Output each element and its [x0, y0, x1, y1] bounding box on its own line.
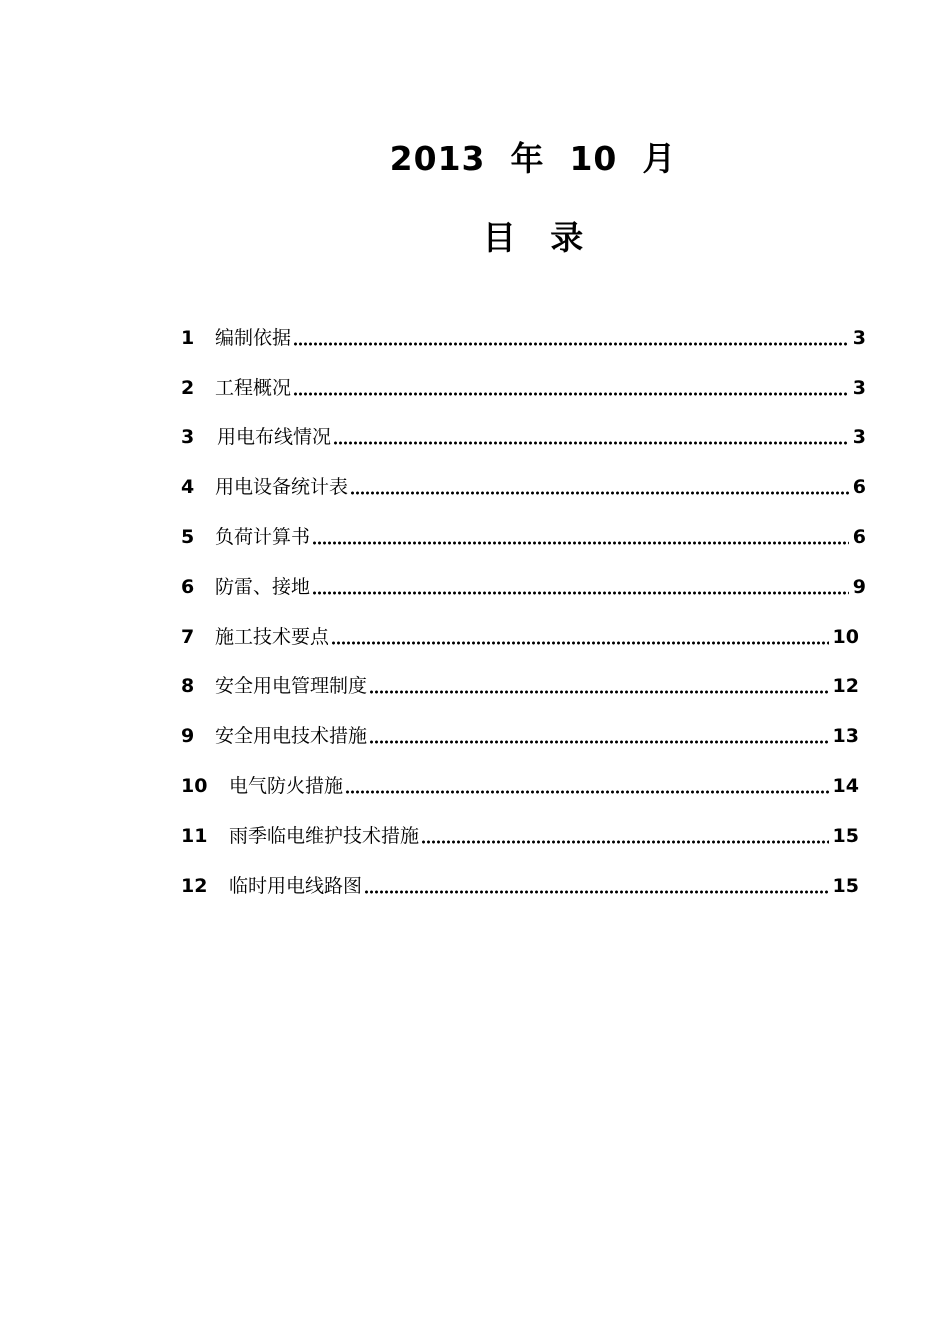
toc-entry-page: 3	[852, 326, 866, 349]
toc-entry-title: 工程概况	[215, 376, 292, 399]
toc-entry-number: 12	[181, 874, 208, 897]
toc-dot-leader	[331, 627, 829, 647]
toc-entry-page: 14	[832, 775, 859, 798]
toc-dot-leader	[369, 726, 829, 746]
toc-entry-number: 9	[181, 725, 195, 748]
toc-entry-title: 编制依据	[215, 326, 292, 349]
toc-entry-page: 9	[852, 575, 866, 598]
toc-entry-page: 3	[852, 426, 866, 449]
toc-entry[interactable]	[181, 413, 866, 463]
toc-entry-page: 10	[832, 625, 859, 648]
toc-dot-leader	[369, 676, 829, 696]
toc-entry[interactable]	[181, 811, 859, 861]
toc-entry-number: 1	[181, 326, 195, 349]
toc-entry[interactable]	[181, 662, 859, 712]
toc-dot-leader	[364, 876, 829, 896]
toc-entry-number: 8	[181, 675, 195, 698]
toc-entry-title: 临时用电线路图	[229, 874, 363, 897]
toc-dot-leader	[312, 577, 849, 597]
toc-entry-number: 2	[181, 376, 195, 399]
toc-dot-leader	[333, 427, 849, 447]
toc-entry-title: 负荷计算书	[215, 526, 311, 549]
toc-entry-number: 4	[181, 476, 195, 499]
toc-entry-page: 15	[832, 824, 859, 847]
toc-entry[interactable]	[181, 861, 859, 911]
toc-entry-page: 6	[852, 526, 866, 549]
toc-entry-page: 13	[832, 725, 859, 748]
toc-dot-leader	[293, 378, 849, 398]
toc-entry-title: 用电布线情况	[217, 426, 332, 449]
toc-entry[interactable]	[181, 512, 866, 562]
toc-entry-title: 安全用电技术措施	[215, 725, 368, 748]
toc-entry[interactable]	[181, 761, 859, 811]
toc-dot-leader	[293, 328, 849, 348]
toc-entry-number: 3	[181, 426, 195, 449]
toc-entry-page: 12	[832, 675, 859, 698]
toc-dot-leader	[421, 826, 829, 846]
toc-entry-title: 施工技术要点	[215, 625, 330, 648]
toc-entry[interactable]	[181, 363, 866, 413]
toc-dot-leader	[350, 477, 849, 497]
toc-entry-title: 电气防火措施	[229, 775, 344, 798]
toc-entry-title: 安全用电管理制度	[215, 675, 368, 698]
toc-entry-page: 3	[852, 376, 866, 399]
toc-heading: 目 录	[482, 218, 584, 257]
toc-entry[interactable]	[181, 313, 866, 363]
toc-entry[interactable]	[181, 562, 866, 612]
toc-entry[interactable]	[181, 612, 859, 662]
toc-entry[interactable]	[181, 711, 859, 761]
toc-entry-number: 7	[181, 625, 195, 648]
toc-entry-number: 6	[181, 575, 195, 598]
toc-entry-title: 雨季临电维护技术措施	[229, 824, 420, 847]
toc-entry[interactable]	[181, 462, 866, 512]
toc-dot-leader	[345, 776, 829, 796]
toc-entry-title: 用电设备统计表	[215, 476, 349, 499]
toc-entry-page: 6	[852, 476, 866, 499]
toc-entry-number: 5	[181, 526, 195, 549]
table-of-contents	[181, 313, 871, 911]
toc-entry-number: 10	[181, 775, 208, 798]
document-date: 2013 年 10 月	[389, 139, 677, 178]
toc-entry-page: 15	[832, 874, 859, 897]
toc-dot-leader	[312, 527, 849, 547]
toc-entry-number: 11	[181, 824, 208, 847]
toc-entry-title: 防雷、接地	[215, 575, 311, 598]
